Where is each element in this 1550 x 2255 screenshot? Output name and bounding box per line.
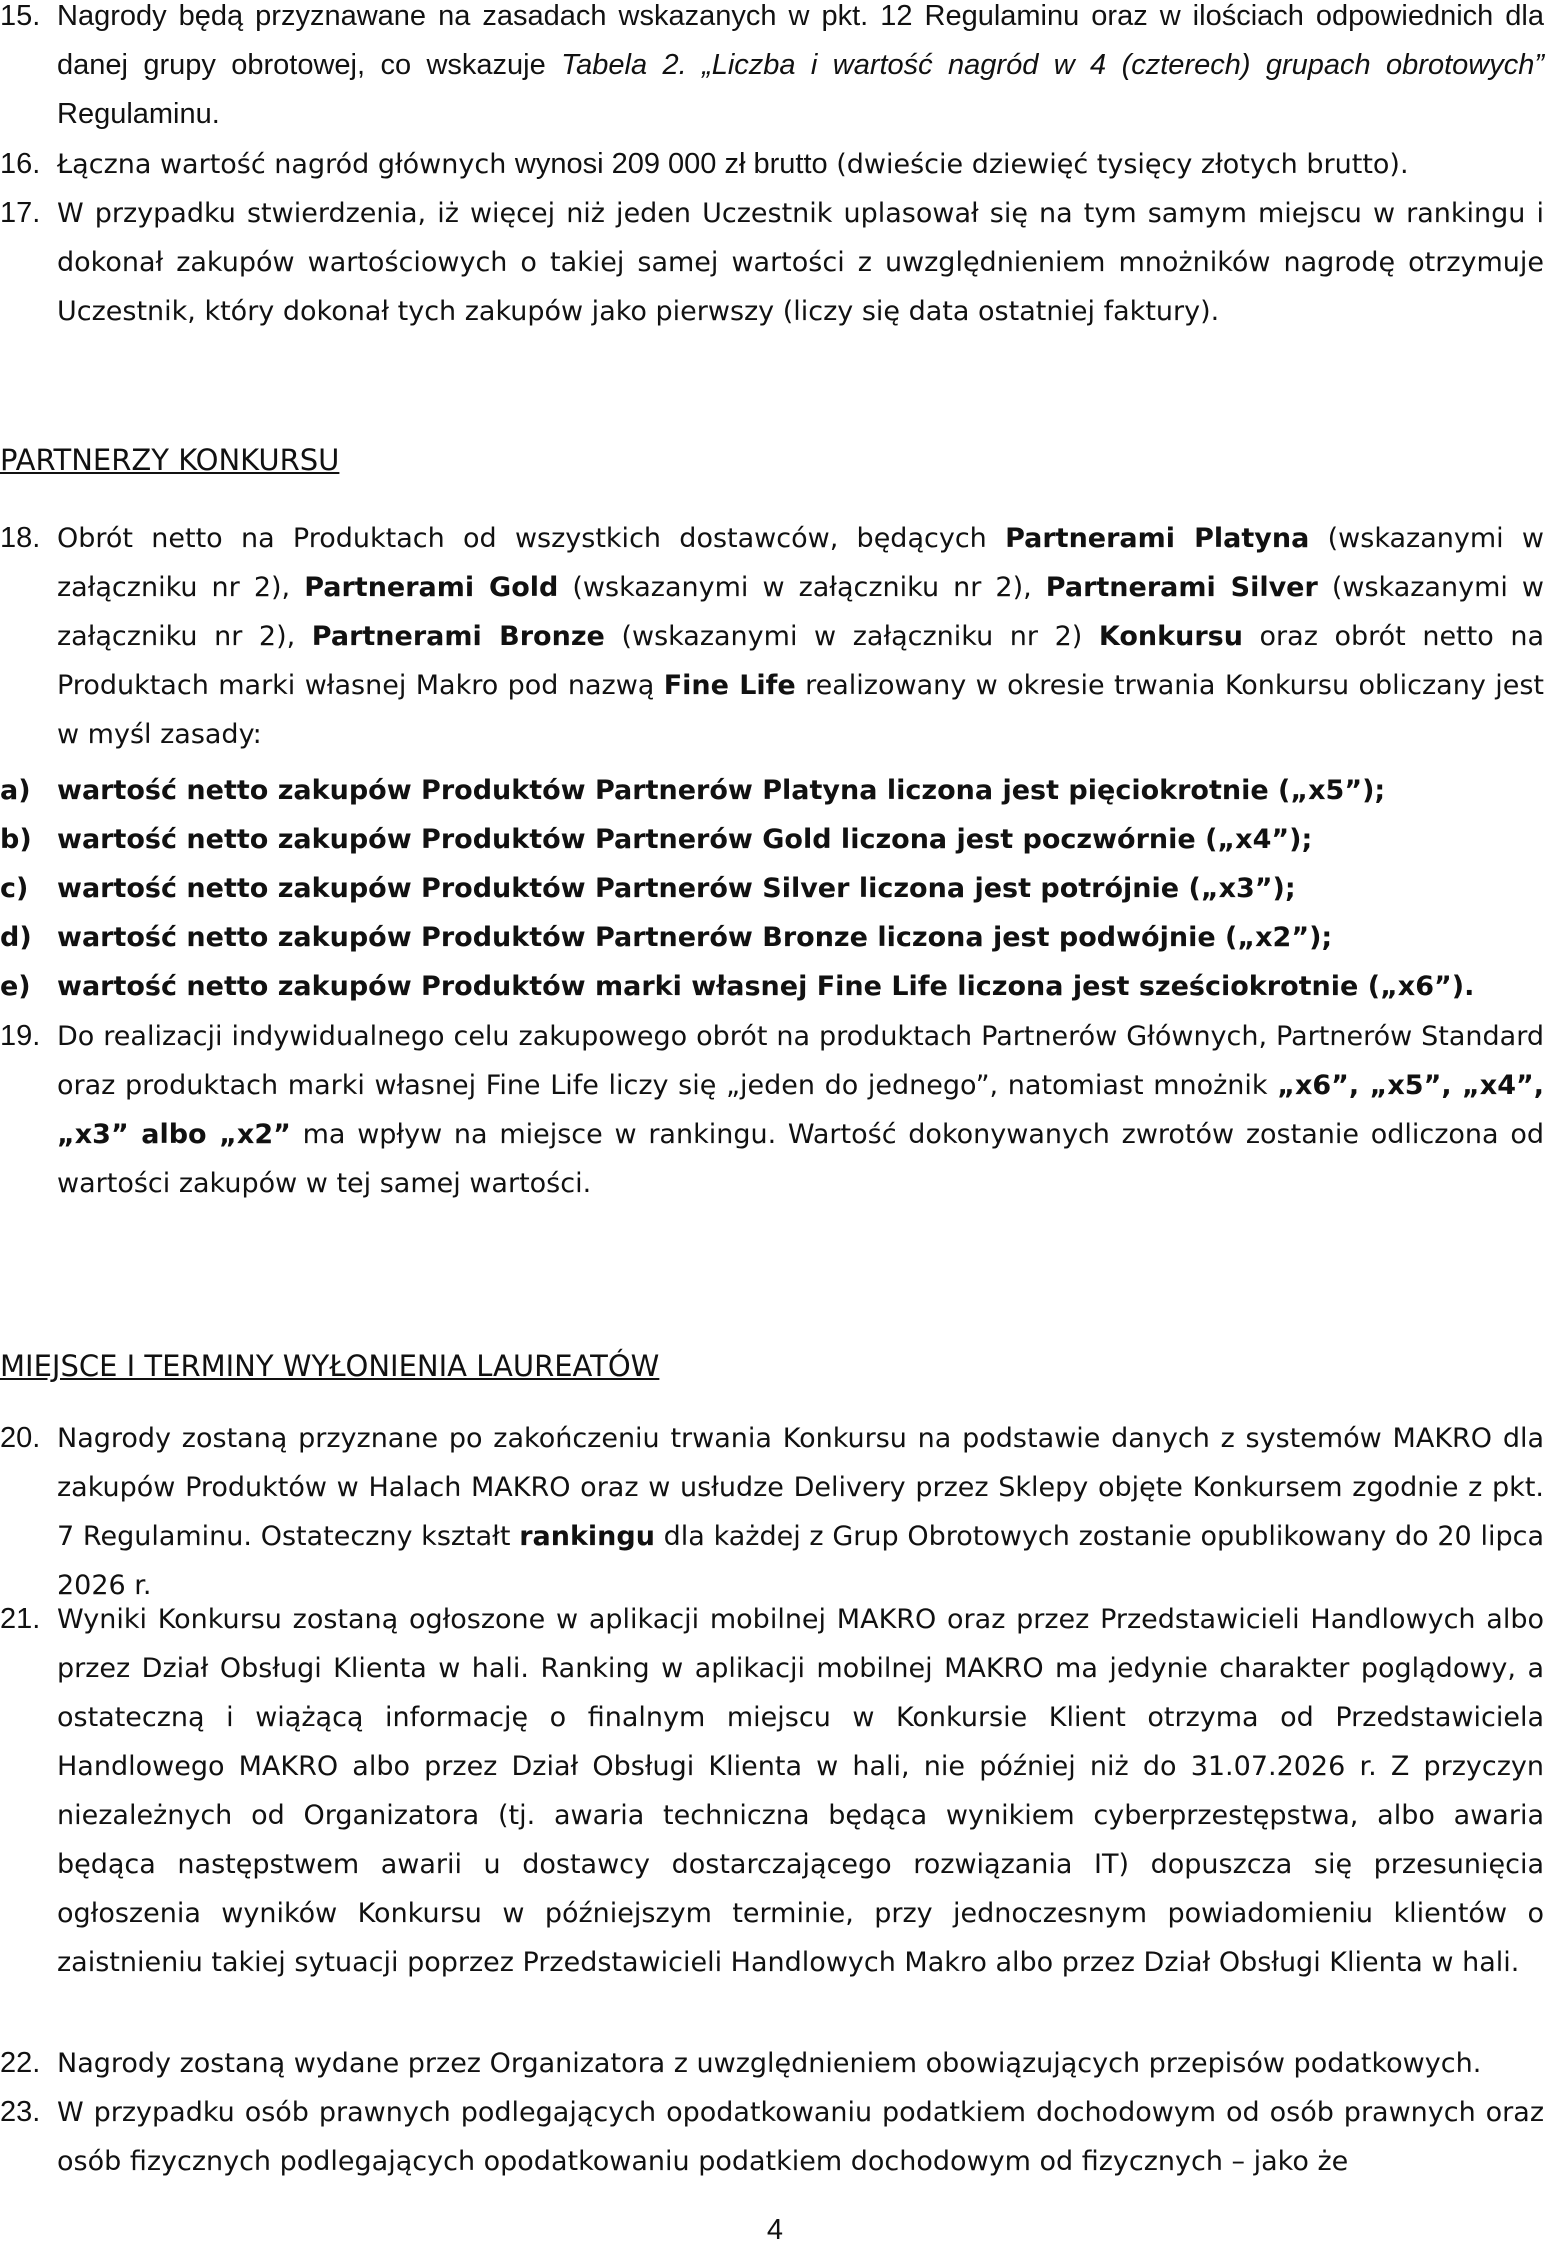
table-reference: Tabela 2. „Liczba i wartość nagród w 4 (czterech) grupach obrotowych” (561, 49, 1544, 81)
text-span: (wskazanymi w załączniku nr 2), (558, 572, 1046, 603)
paragraph-20 (0, 1414, 1550, 1610)
paragraph-number: 21. (0, 1603, 41, 1635)
paragraph-number: 20. (0, 1422, 41, 1454)
bold-term: rankingu (519, 1521, 655, 1552)
sub-item-text: wartość netto zakupów Produktów Partnerów Silver liczona jest potrójnie („x3”); (57, 873, 1296, 904)
sub-item-letter: e) (0, 971, 31, 1002)
sub-item-letter: a) (0, 775, 31, 806)
bold-term: Partnerami Platyna (1005, 523, 1310, 554)
paragraph-17 (0, 189, 1550, 336)
sub-item-text: wartość netto zakupów Produktów Partnerów Gold liczona jest poczwórnie („x4”); (57, 824, 1313, 855)
paragraph-number: 17. (0, 197, 41, 229)
paragraph-text (57, 140, 1544, 189)
bold-term: Fine Life (663, 670, 796, 701)
text-span: ma wpływ na miejsce w rankingu. Wartość dokonywanych zwrotów zostanie odliczona od wartości zakupów w tej samej wartości. (57, 1119, 1544, 1199)
paragraph-18 (0, 514, 1550, 759)
paragraph-text (57, 1414, 1544, 1610)
text-span: Obrót netto na Produktach od wszystkich dostawców, będących (57, 523, 1006, 554)
paragraph-text: W przypadku stwierdzenia, iż więcej niż jeden Uczestnik uplasował się na tym samym miejscu w rankingu i dokonał zakupów wartościowych o takiej samej wartości z uwzględnieniem mnożników nagrodę otrzymuje Uczestnik, który dokonał tych zakupów jako pierwszy (liczy się data ostatniej faktury). (57, 198, 1544, 327)
sub-item-d (0, 913, 1550, 962)
paragraph-text (57, 0, 1544, 139)
paragraph-text: Nagrody zostaną wydane przez Organizatora z uwzględnieniem obowiązujących przepisów podatkowych. (57, 2048, 1482, 2079)
paragraph-text: W przypadku osób prawnych podlegających opodatkowaniu podatkiem dochodowym od osób prawnych oraz osób fizycznych podlegających opodatkowaniu podatkiem dochodowym od fizycznych – jako że (57, 2097, 1544, 2177)
paragraph-text: Wyniki Konkursu zostaną ogłoszone w aplikacji mobilnej MAKRO oraz przez Przedstawicieli Handlowych albo przez Dział Obsługi Klienta w hali. Ranking w aplikacji mobilnej MAKRO ma jedynie charakter poglądowy, a ostateczną i wiążącą informację o finalnym miejscu w Konkursie Klient otrzyma od Przedstawiciela Handlowego MAKRO albo przez Dział Obsługi Klienta w hali, nie później niż do 31.07.2026 r. Z przyczyn niezależnych od Organizatora (tj. awaria techniczna będąca wynikiem cyberprzestępstwa, albo awaria będąca następstwem awarii u dostawcy dostarczającego rozwiązania IT) dopuszcza się przesunięcia ogłoszenia wyników Konkursu w późniejszym terminie, przy jednoczesnym powiadomieniu klientów o zaistnieniu takiej sytuacji poprzez Przedstawicieli Handlowych Makro albo przez Dział Obsługi Klienta w hali. (57, 1604, 1544, 1978)
bold-term: Partnerami Bronze (311, 621, 605, 652)
text-span: wynosi 209 000 zł brutto (514, 148, 828, 180)
sub-item-c (0, 864, 1550, 913)
bold-term: Konkursu (1098, 621, 1243, 652)
sub-item-text: wartość netto zakupów Produktów Partnerów Platyna liczona jest pięciokrotnie („x5”); (57, 775, 1386, 806)
text-span: (wskazanymi w załączniku nr 2) (604, 621, 1099, 652)
paragraph-number: 23. (0, 2096, 41, 2128)
text-span: Do realizacji indywidualnego celu zakupowego obrót na produktach Partnerów Głównych, Partnerów Standard oraz produktach marki własnej Fine Life liczy się „jeden do jednego”, natomiast mnożnik (57, 1021, 1544, 1101)
paragraph-number: 16. (0, 148, 41, 180)
text-span: realizowany w okresie trwania Konkursu obliczany jest w myśl zasady: (57, 670, 1544, 750)
paragraph-text (57, 514, 1544, 759)
bold-term: Partnerami Gold (304, 572, 559, 603)
section-heading: PARTNERZY KONKURSU (0, 443, 340, 477)
paragraph-text (57, 1012, 1544, 1208)
text-span: dla każdej z Grup Obrotowych zostanie opublikowany do 20 lipca 2026 r. (57, 1521, 1544, 1601)
sub-item-a (0, 766, 1550, 815)
text-span: Łączna wartość nagród głównych (57, 149, 515, 180)
sub-item-letter: d) (0, 922, 32, 953)
text-span: (wskazanymi w załączniku nr 2), (57, 572, 1545, 652)
paragraph-22 (0, 2039, 1550, 2088)
text-span: (wskazanymi w załączniku nr 2), (57, 523, 1544, 603)
text-span: Regulaminu. (57, 98, 220, 130)
paragraph-number: 15. (0, 0, 41, 32)
paragraph-number: 22. (0, 2047, 41, 2079)
sub-item-b (0, 815, 1550, 864)
sub-item-letter: c) (0, 873, 29, 904)
section-heading: MIEJSCE I TERMINY WYŁONIENIA LAUREATÓW (0, 1349, 660, 1383)
text-span: Nagrody zostaną przyznane po zakończeniu trwania Konkursu na podstawie danych z systemów MAKRO dla zakupów Produktów w Halach MAKRO oraz w usłudze Delivery przez Sklepy objęte Konkursem zgodnie z pkt. 7 Regulaminu. Ostateczny kształt (57, 1423, 1544, 1552)
sub-item-e (0, 962, 1550, 1011)
paragraph-15 (0, 0, 1550, 139)
text-span: oraz obrót netto na Produktach marki własnej Makro pod nazwą (57, 621, 1544, 701)
paragraph-16 (0, 140, 1550, 189)
sub-item-letter: b) (0, 824, 32, 855)
paragraph-23 (0, 2088, 1550, 2186)
text-span: (dwieście dziewięć tysięcy złotych brutto). (827, 149, 1409, 180)
page-number: 4 (766, 2214, 784, 2246)
bold-term: „x6”, „x5”, „x4”, „x3” albo „x2” (57, 1070, 1544, 1150)
paragraph-number: 18. (0, 522, 41, 554)
sub-item-text: wartość netto zakupów Produktów Partnerów Bronze liczona jest podwójnie („x2”); (57, 922, 1333, 953)
paragraph-21 (0, 1595, 1550, 1987)
paragraph-19 (0, 1012, 1550, 1208)
sub-item-text: wartość netto zakupów Produktów marki własnej Fine Life liczona jest sześciokrotnie („x6”). (57, 971, 1475, 1002)
paragraph-number: 19. (0, 1020, 41, 1052)
text-span: Nagrody będą przyznawane na zasadach wskazanych w pkt. 12 Regulaminu oraz w ilościach odpowiednich dla danej grupy obrotowej, co wskazuje (57, 0, 1544, 81)
bold-term: Partnerami Silver (1045, 572, 1318, 603)
